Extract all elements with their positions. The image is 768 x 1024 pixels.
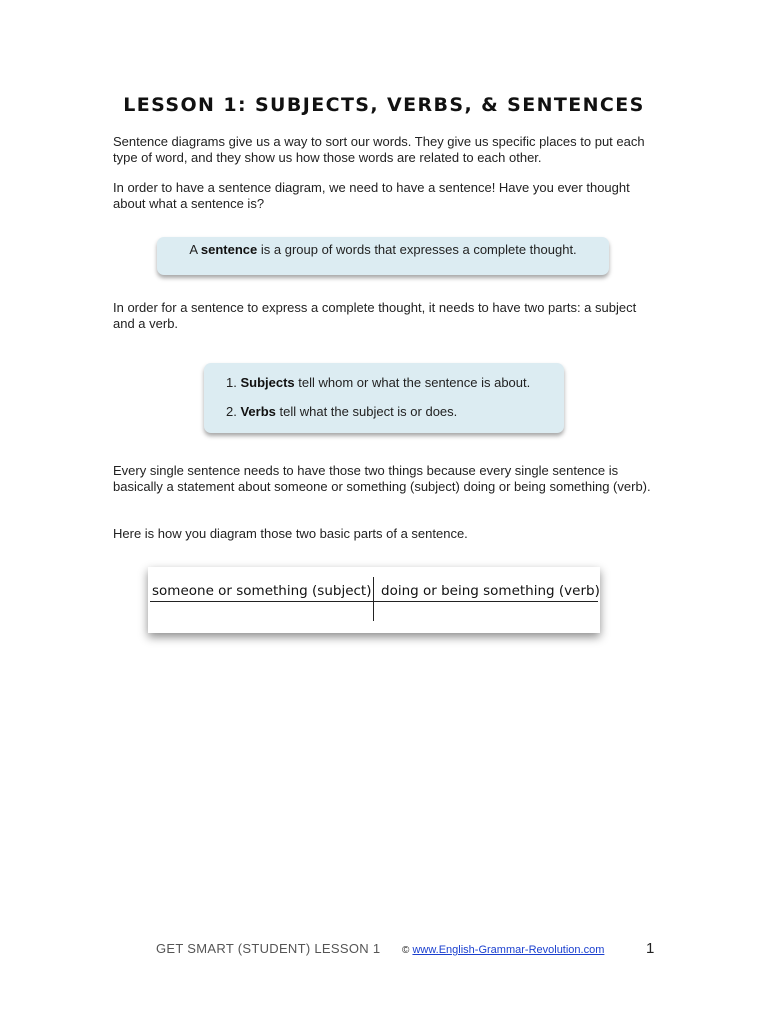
definition-callout (157, 237, 609, 275)
sentence-diagram (148, 567, 600, 633)
list-item-text: tell what the subject is or does. (275, 404, 458, 419)
page-title: LESSON 1: SUBJECTS, VERBS, & SENTENCES (123, 94, 645, 116)
list-item-text: tell whom or what the sentence is about. (294, 375, 531, 390)
diagram-subject-label: someone or something (subject) (152, 583, 372, 599)
diagram-baseline (150, 601, 598, 602)
parts-list-callout (204, 363, 564, 433)
explanation-paragraph: Every single sentence needs to have those two things because every single sentence is basically a statement about someone or something (subject) doing or being something (verb). (113, 463, 651, 494)
page-number: 1 (646, 940, 655, 957)
copyright-symbol: © (402, 945, 410, 956)
list-item-number: 1. (226, 375, 241, 390)
diagram-verb-label: doing or being something (verb) (381, 583, 600, 599)
list-item-number: 2. (226, 404, 241, 419)
two-parts-paragraph: In order for a sentence to express a complete thought, it needs to have two parts: a subject and a verb. (113, 300, 637, 331)
diagram-divider (373, 577, 374, 621)
footer-title: GET SMART (STUDENT) LESSON 1 (156, 941, 381, 956)
definition-term: sentence (200, 242, 258, 257)
list-item-term: Subjects (240, 375, 295, 390)
website-link[interactable]: www.English-Grammar-Revolution.com (412, 944, 605, 956)
definition-prefix: A (189, 242, 201, 257)
definition-text: is a group of words that expresses a complete thought. (257, 242, 577, 257)
list-item (226, 375, 530, 391)
intro-paragraph: Sentence diagrams give us a way to sort our words. They give us specific places to put each type of word, and they show us how those words are related to each other. (113, 134, 645, 165)
footer-copyright (402, 944, 604, 956)
list-item (226, 404, 457, 420)
diagram-intro-paragraph: Here is how you diagram those two basic parts of a sentence. (113, 526, 468, 541)
list-item-term: Verbs (240, 404, 276, 419)
sentence-question-paragraph: In order to have a sentence diagram, we need to have a sentence! Have you ever thought about what a sentence is? (113, 180, 630, 211)
